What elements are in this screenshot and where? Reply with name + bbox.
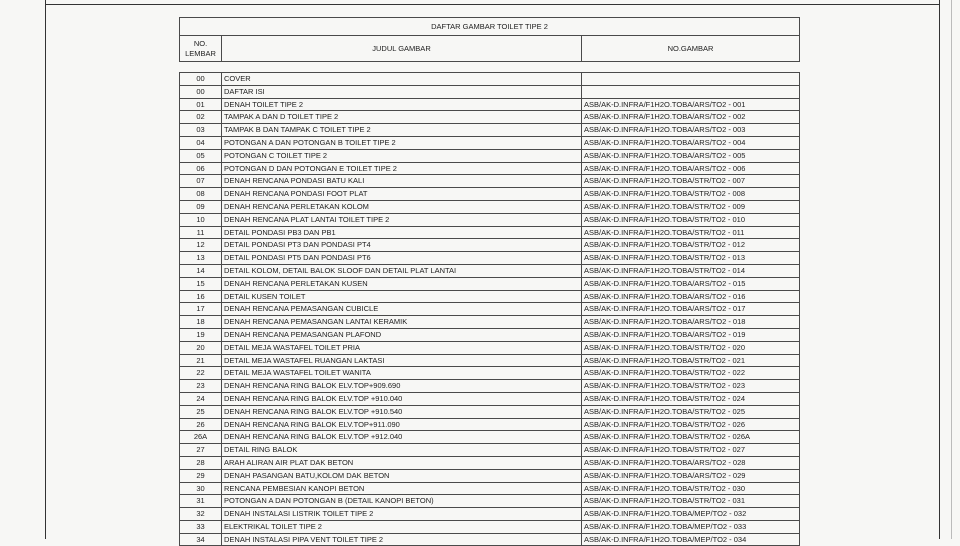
drawing-title-cell: DETAIL MEJA WASTAFEL RUANGAN LAKTASI [222, 354, 582, 367]
drawing-title-cell: ELEKTRIKAL TOILET TIPE 2 [222, 520, 582, 533]
sheet-number-cell: 09 [180, 200, 222, 213]
table-row [180, 85, 800, 98]
sheet-number-cell: 13 [180, 252, 222, 265]
table-row [180, 252, 800, 265]
sheet-number-cell: 23 [180, 380, 222, 393]
drawing-number-cell: ASB/AK-D.INFRA/F1H2O.TOBA/STR/TO2 - 007 [582, 175, 800, 188]
table-row [180, 418, 800, 431]
sheet-number-cell: 10 [180, 213, 222, 226]
sheet-number-cell: 11 [180, 226, 222, 239]
drawing-title-cell: DENAH RENCANA RING BALOK ELV.TOP+909.690 [222, 380, 582, 393]
drawing-title-cell: TAMPAK B DAN TAMPAK C TOILET TIPE 2 [222, 124, 582, 137]
drawing-title-cell: POTONGAN D DAN POTONGAN E TOILET TIPE 2 [222, 162, 582, 175]
drawing-title-cell: DENAH RENCANA RING BALOK ELV.TOP +910.040 [222, 392, 582, 405]
table-row [180, 469, 800, 482]
drawing-number-cell: ASB/AK-D.INFRA/F1H2O.TOBA/STR/TO2 - 021 [582, 354, 800, 367]
drawing-title-cell: DETAIL PONDASI PB3 DAN PB1 [222, 226, 582, 239]
sheet-number-cell: 20 [180, 341, 222, 354]
table-row [180, 264, 800, 277]
drawing-title-cell: DENAH RENCANA RING BALOK ELV.TOP +912.040 [222, 431, 582, 444]
table-row [180, 508, 800, 521]
table-row [180, 149, 800, 162]
drawing-title-cell: DENAH RENCANA PEMASANGAN CUBICLE [222, 303, 582, 316]
drawing-title-cell: DENAH PASANGAN BATU,KOLOM DAK BETON [222, 469, 582, 482]
sheet-number-cell: 07 [180, 175, 222, 188]
table-title-row [180, 18, 800, 36]
drawing-number-cell: ASB/AK-D.INFRA/F1H2O.TOBA/STR/TO2 - 024 [582, 392, 800, 405]
table-row [180, 520, 800, 533]
drawing-title-cell: TAMPAK A DAN D TOILET TIPE 2 [222, 111, 582, 124]
drawing-title-cell: DENAH RENCANA PERLETAKAN KOLOM [222, 200, 582, 213]
table-row [180, 239, 800, 252]
drawing-number-cell: ASB/AK-D.INFRA/F1H2O.TOBA/STR/TO2 - 009 [582, 200, 800, 213]
table-row [180, 482, 800, 495]
drawing-title-cell: ARAH ALIRAN AIR PLAT DAK BETON [222, 456, 582, 469]
drawing-title-cell: DETAIL PONDASI PT5 DAN PONDASI PT6 [222, 252, 582, 265]
header-no-gambar: NO.GAMBAR [582, 36, 800, 62]
drawing-number-cell: ASB/AK-D.INFRA/F1H2O.TOBA/ARS/TO2 - 003 [582, 124, 800, 137]
drawing-number-cell [582, 73, 800, 86]
drawing-number-cell: ASB/AK-D.INFRA/F1H2O.TOBA/ARS/TO2 - 028 [582, 456, 800, 469]
page-edge [951, 0, 952, 539]
sheet-number-cell: 04 [180, 136, 222, 149]
sheet-number-cell: 27 [180, 444, 222, 457]
drawing-number-cell: ASB/AK-D.INFRA/F1H2O.TOBA/MEP/TO2 - 033 [582, 520, 800, 533]
table-row [180, 341, 800, 354]
sheet-number-cell: 03 [180, 124, 222, 137]
table-row [180, 303, 800, 316]
sheet-number-cell: 18 [180, 316, 222, 329]
drawing-number-cell: ASB/AK-D.INFRA/F1H2O.TOBA/MEP/TO2 - 032 [582, 508, 800, 521]
table-row [180, 444, 800, 457]
header-judul-gambar: JUDUL GAMBAR [222, 36, 582, 62]
sheet-number-cell: 00 [180, 73, 222, 86]
drawing-number-cell: ASB/AK-D.INFRA/F1H2O.TOBA/ARS/TO2 - 004 [582, 136, 800, 149]
drawing-title-cell: DENAH RENCANA PONDASI FOOT PLAT [222, 188, 582, 201]
spacer-cell [180, 62, 800, 73]
sheet-number-cell: 30 [180, 482, 222, 495]
drawing-title-cell: DENAH INSTALASI PIPA VENT TOILET TIPE 2 [222, 533, 582, 546]
drawing-number-cell: ASB/AK-D.INFRA/F1H2O.TOBA/ARS/TO2 - 006 [582, 162, 800, 175]
sheet-number-cell: 26A [180, 431, 222, 444]
drawing-number-cell: ASB/AK-D.INFRA/F1H2O.TOBA/STR/TO2 - 023 [582, 380, 800, 393]
table-row [180, 124, 800, 137]
drawing-title-cell: DENAH RENCANA PONDASI BATU KALI [222, 175, 582, 188]
drawing-title-cell: RENCANA PEMBESIAN KANOPI BETON [222, 482, 582, 495]
sheet-number-cell: 19 [180, 328, 222, 341]
sheet-number-cell: 24 [180, 392, 222, 405]
table-row [180, 162, 800, 175]
drawing-number-cell: ASB/AK-D.INFRA/F1H2O.TOBA/STR/TO2 - 027 [582, 444, 800, 457]
drawing-title-cell: DETAIL KOLOM, DETAIL BALOK SLOOF DAN DETAIL PLAT LANTAI [222, 264, 582, 277]
table-row [180, 188, 800, 201]
header-no-line2: LEMBAR [185, 48, 216, 58]
drawing-title-cell: DENAH RENCANA PEMASANGAN LANTAI KERAMIK [222, 316, 582, 329]
drawing-number-cell: ASB/AK-D.INFRA/F1H2O.TOBA/ARS/TO2 - 029 [582, 469, 800, 482]
drawing-number-cell: ASB/AK-D.INFRA/F1H2O.TOBA/ARS/TO2 - 016 [582, 290, 800, 303]
drawing-title-cell: DETAIL KUSEN TOILET [222, 290, 582, 303]
sheet-number-cell: 14 [180, 264, 222, 277]
sheet-number-cell: 08 [180, 188, 222, 201]
drawing-number-cell: ASB/AK-D.INFRA/F1H2O.TOBA/ARS/TO2 - 002 [582, 111, 800, 124]
table-row [180, 405, 800, 418]
drawing-number-cell: ASB/AK-D.INFRA/F1H2O.TOBA/ARS/TO2 - 019 [582, 328, 800, 341]
drawing-title-cell: DENAH INSTALASI LISTRIK TOILET TIPE 2 [222, 508, 582, 521]
drawing-title-cell: DAFTAR ISI [222, 85, 582, 98]
drawing-number-cell: ASB/AK-D.INFRA/F1H2O.TOBA/STR/TO2 - 031 [582, 495, 800, 508]
table-row [180, 367, 800, 380]
drawing-number-cell: ASB/AK-D.INFRA/F1H2O.TOBA/STR/TO2 - 012 [582, 239, 800, 252]
sheet-number-cell: 29 [180, 469, 222, 482]
table-row [180, 328, 800, 341]
drawing-title-cell: DETAIL MEJA WASTAFEL TOILET PRIA [222, 341, 582, 354]
drawing-number-cell [582, 85, 800, 98]
table-row [180, 200, 800, 213]
table-row [180, 290, 800, 303]
drawing-title-cell: DETAIL MEJA WASTAFEL TOILET WANITA [222, 367, 582, 380]
sheet-border-right [939, 0, 940, 539]
table-row [180, 277, 800, 290]
drawing-title-cell: DENAH RENCANA RING BALOK ELV.TOP +910.540 [222, 405, 582, 418]
table-row [180, 392, 800, 405]
drawing-number-cell: ASB/AK-D.INFRA/F1H2O.TOBA/STR/TO2 - 014 [582, 264, 800, 277]
header-no-lembar [180, 36, 222, 62]
table-row [180, 98, 800, 111]
table-row [180, 431, 800, 444]
table-row [180, 456, 800, 469]
drawing-number-cell: ASB/AK-D.INFRA/F1H2O.TOBA/STR/TO2 - 026 [582, 418, 800, 431]
drawing-number-cell: ASB/AK-D.INFRA/F1H2O.TOBA/STR/TO2 - 025 [582, 405, 800, 418]
drawing-number-cell: ASB/AK-D.INFRA/F1H2O.TOBA/ARS/TO2 - 005 [582, 149, 800, 162]
drawing-title-cell: DENAH RENCANA PEMASANGAN PLAFOND [222, 328, 582, 341]
sheet-number-cell: 12 [180, 239, 222, 252]
sheet-number-cell: 02 [180, 111, 222, 124]
drawing-title-cell: COVER [222, 73, 582, 86]
table-row [180, 354, 800, 367]
table-row [180, 73, 800, 86]
drawing-number-cell: ASB/AK-D.INFRA/F1H2O.TOBA/STR/TO2 - 013 [582, 252, 800, 265]
sheet-number-cell: 00 [180, 85, 222, 98]
drawing-title-cell: POTONGAN C TOILET TIPE 2 [222, 149, 582, 162]
table-row [180, 495, 800, 508]
drawing-number-cell: ASB/AK-D.INFRA/F1H2O.TOBA/ARS/TO2 - 017 [582, 303, 800, 316]
sheet-number-cell: 05 [180, 149, 222, 162]
drawing-title-cell: DETAIL RING BALOK [222, 444, 582, 457]
table-header-row [180, 36, 800, 62]
sheet-number-cell: 28 [180, 456, 222, 469]
table-title: DAFTAR GAMBAR TOILET TIPE 2 [180, 18, 800, 36]
drawing-number-cell: ASB/AK-D.INFRA/F1H2O.TOBA/STR/TO2 - 030 [582, 482, 800, 495]
table-row [180, 136, 800, 149]
drawing-number-cell: ASB/AK-D.INFRA/F1H2O.TOBA/STR/TO2 - 026A [582, 431, 800, 444]
sheet-border-top [45, 4, 940, 5]
sheet-number-cell: 31 [180, 495, 222, 508]
table-row [180, 533, 800, 546]
drawing-title-cell: POTONGAN A DAN POTONGAN B TOILET TIPE 2 [222, 136, 582, 149]
drawing-title-cell: DENAH RENCANA PERLETAKAN KUSEN [222, 277, 582, 290]
table-row [180, 226, 800, 239]
drawing-number-cell: ASB/AK-D.INFRA/F1H2O.TOBA/MEP/TO2 - 034 [582, 533, 800, 546]
sheet-border-left [45, 0, 46, 539]
sheet-number-cell: 16 [180, 290, 222, 303]
drawing-title-cell: POTONGAN A DAN POTONGAN B (DETAIL KANOPI BETON) [222, 495, 582, 508]
drawing-title-cell: DENAH RENCANA RING BALOK ELV.TOP+911.090 [222, 418, 582, 431]
table-row [180, 175, 800, 188]
table-row [180, 316, 800, 329]
drawing-title-cell: DENAH RENCANA PLAT LANTAI TOILET TIPE 2 [222, 213, 582, 226]
table-row [180, 111, 800, 124]
sheet-number-cell: 15 [180, 277, 222, 290]
sheet-number-cell: 25 [180, 405, 222, 418]
sheet-number-cell: 22 [180, 367, 222, 380]
drawing-number-cell: ASB/AK-D.INFRA/F1H2O.TOBA/STR/TO2 - 011 [582, 226, 800, 239]
sheet-number-cell: 06 [180, 162, 222, 175]
drawing-list-table [179, 17, 800, 546]
drawing-number-cell: ASB/AK-D.INFRA/F1H2O.TOBA/STR/TO2 - 020 [582, 341, 800, 354]
table-row [180, 213, 800, 226]
sheet-number-cell: 01 [180, 98, 222, 111]
sheet-number-cell: 34 [180, 533, 222, 546]
drawing-number-cell: ASB/AK-D.INFRA/F1H2O.TOBA/STR/TO2 - 022 [582, 367, 800, 380]
drawing-number-cell: ASB/AK-D.INFRA/F1H2O.TOBA/STR/TO2 - 010 [582, 213, 800, 226]
spacer-row [180, 62, 800, 73]
drawing-number-cell: ASB/AK-D.INFRA/F1H2O.TOBA/ARS/TO2 - 001 [582, 98, 800, 111]
drawing-title-cell: DETAIL PONDASI PT3 DAN PONDASI PT4 [222, 239, 582, 252]
drawing-number-cell: ASB/AK-D.INFRA/F1H2O.TOBA/ARS/TO2 - 015 [582, 277, 800, 290]
sheet-number-cell: 33 [180, 520, 222, 533]
table-row [180, 380, 800, 393]
drawing-number-cell: ASB/AK-D.INFRA/F1H2O.TOBA/STR/TO2 - 008 [582, 188, 800, 201]
header-no-line1: NO. [193, 38, 208, 48]
sheet-number-cell: 32 [180, 508, 222, 521]
drawing-title-cell: DENAH TOILET TIPE 2 [222, 98, 582, 111]
sheet-number-cell: 17 [180, 303, 222, 316]
drawing-number-cell: ASB/AK-D.INFRA/F1H2O.TOBA/ARS/TO2 - 018 [582, 316, 800, 329]
sheet-number-cell: 26 [180, 418, 222, 431]
sheet-number-cell: 21 [180, 354, 222, 367]
